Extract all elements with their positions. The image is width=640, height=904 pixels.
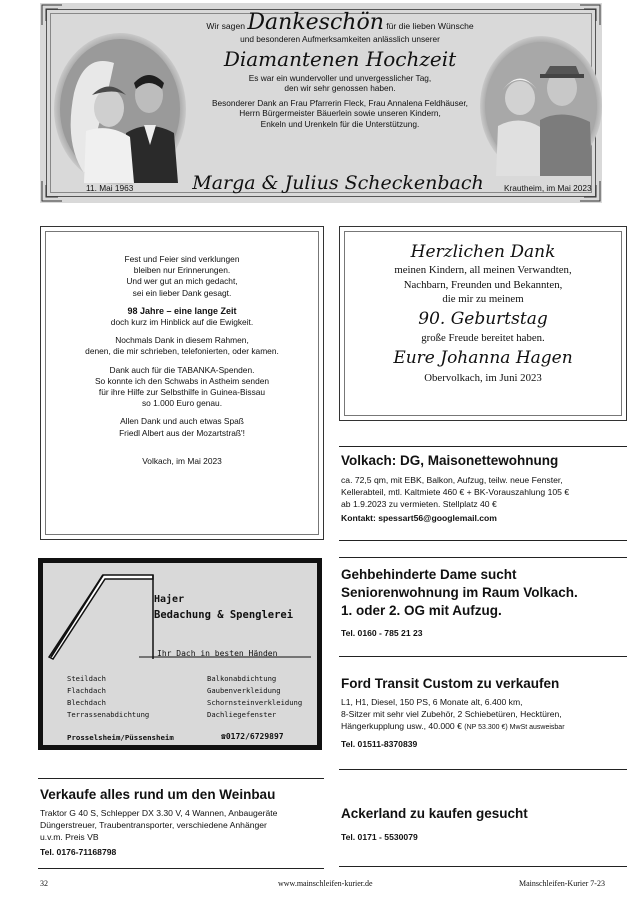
wanted-phone[interactable]: Tel. 0160 - 785 21 23 <box>341 628 423 638</box>
divider <box>339 557 627 558</box>
vineyard-equipment-ad <box>40 786 330 857</box>
farmland-phone[interactable]: Tel. 0171 - 5530079 <box>341 832 418 842</box>
apartment-line: Kellerabteil, mtl. Kaltmiete 460 € + BK-Vorauszahlung 105 € <box>341 487 570 497</box>
wanted-heading-line: 1. oder 2. OG mit Aufzug. <box>341 603 502 618</box>
poem-line: Allen Dank und auch etwas Spaß <box>120 416 244 427</box>
intro-text-2: für die lieben Wünsche <box>386 21 474 31</box>
poem-line: doch kurz im Hinblick auf die Ewigkeit. <box>110 317 254 328</box>
company-slogan: Ihr Dach in besten Händen <box>157 649 278 658</box>
service-item: Schornsteinverkleidung <box>207 698 303 707</box>
company-phone[interactable] <box>221 732 284 741</box>
divider <box>339 866 627 867</box>
apartment-line: ab 1.9.2023 zu vermieten. Stellplatz 40 € <box>341 499 497 509</box>
divider <box>339 656 627 657</box>
wanted-heading-line: Gehbehinderte Dame sucht <box>341 567 517 582</box>
services-left <box>67 673 149 721</box>
service-item: Flachdach <box>67 686 106 695</box>
poem-line: Und wer gut an mich gedacht, <box>126 276 238 287</box>
service-item: Steildach <box>67 674 106 683</box>
divider <box>339 540 627 541</box>
body-line: Besonderer Dank an Frau Pfarrerin Fleck, Frau Annalena Feldhäuser, <box>212 97 468 108</box>
ford-heading: Ford Transit Custom zu verkaufen <box>341 676 560 691</box>
place-date: Krautheim, im Mai 2023 <box>504 183 592 193</box>
thanks-line: Nachbarn, Freunden und Bekannten, <box>403 278 563 291</box>
poem-line: sei ein lieber Dank gesagt. <box>132 287 232 298</box>
poem-text <box>41 254 323 467</box>
thanks-text <box>340 241 626 386</box>
phone-icon: ☎ <box>221 732 226 741</box>
services-right <box>207 673 302 721</box>
ad-text <box>190 9 490 130</box>
poem-line: Fest und Feier sind verklungen <box>124 254 240 264</box>
couple-photo-2023 <box>480 36 602 176</box>
apartment-line: ca. 72,5 qm, mit EBK, Balkon, Aufzug, teilw. neue Fenster, <box>341 475 563 485</box>
birthday-title: 90. Geburtstag <box>418 308 548 329</box>
ford-phone[interactable]: Tel. 01511-8370839 <box>341 739 418 749</box>
poem-line: bleiben nur Erinnerungen. <box>133 265 231 276</box>
poem-line: so 1.000 Euro genau. <box>141 398 223 409</box>
roofing-company-ad <box>38 558 322 750</box>
vineyard-phone[interactable]: Tel. 0176-71168798 <box>40 847 117 857</box>
farmland-wanted-ad <box>341 805 631 842</box>
apartment-ad <box>341 452 631 523</box>
divider <box>38 778 324 779</box>
poem-line: für ihre Hilfe zur Selbsthilfe in Guinea-Bissau <box>98 387 266 398</box>
ford-price: Hängerkupplung usw., 40.000 € <box>341 721 462 731</box>
issue-label: Mainschleifen-Kurier 7-23 <box>519 879 605 888</box>
vineyard-line: Düngerstreuer, Traubentransporter, verschiedene Anhänger <box>40 820 267 830</box>
body-line: Es war ein wundervoller und unvergesslicher Tag, <box>248 72 432 83</box>
vineyard-line: Traktor G 40 S, Schlepper DX 3.30 V, 4 Wannen, Anbaugeräte <box>40 808 278 818</box>
ford-line: 8-Sitzer mit sehr viel Zubehör, 2 Schiebetüren, Hecktüren, <box>341 709 562 719</box>
couple-portrait-image <box>54 33 186 185</box>
service-item: Dachliegefenster <box>207 710 277 719</box>
poem-signature: Volkach, im Mai 2023 <box>142 455 222 466</box>
divider <box>339 769 627 770</box>
diamond-wedding-ad <box>40 3 602 203</box>
body-line: Enkeln und Urenkeln für die Unterstützung. <box>260 118 420 129</box>
intro-text: Wir sagen <box>206 21 245 31</box>
company-name: Hajer <box>154 594 185 605</box>
wedding-date: 11. Mai 1963 <box>86 183 134 193</box>
ford-line <box>341 720 633 734</box>
poem-line: 98 Jahre – eine lange Zeit <box>127 305 237 316</box>
thanks-signature: Eure Johanna Hagen <box>393 348 573 368</box>
apartment-wanted-ad <box>341 566 631 638</box>
thanks-place-date: Obervolkach, im Juni 2023 <box>424 372 542 384</box>
thank-you-poem-ad <box>40 226 324 540</box>
wedding-photo-1963 <box>54 33 186 185</box>
poem-line: So konnte ich den Schwabs in Astheim senden <box>94 375 270 386</box>
ford-line: L1, H1, Diesel, 150 PS, 6 Monate alt, 6.400 km, <box>341 697 523 707</box>
farmland-heading: Ackerland zu kaufen gesucht <box>341 806 528 821</box>
ford-price-note: (NP 53.300 €) MwSt ausweisbar <box>464 724 565 731</box>
phone-number: 0172/6729897 <box>225 732 284 741</box>
body-line: den wir sehr genossen haben. <box>284 83 396 94</box>
service-item: Balkonabdichtung <box>207 674 277 683</box>
roofing-ad-panel <box>43 563 317 745</box>
body-line: Herrn Bürgermeister Bäuerlein sowie unseren Kindern, <box>239 108 441 119</box>
couple-portrait-image <box>480 36 602 176</box>
intro-line: und besonderen Aufmerksamkeiten anlässlich unserer <box>240 34 440 44</box>
divider <box>38 868 324 869</box>
thanks-line: meinen Kindern, all meinen Verwandten, <box>394 264 572 276</box>
apartment-heading: Volkach: DG, Maisonettewohnung <box>341 453 559 468</box>
service-item: Terrassenabdichtung <box>67 710 150 719</box>
vineyard-line: u.v.m. Preis VB <box>40 832 99 842</box>
vineyard-heading: Verkaufe alles rund um den Weinbau <box>40 787 276 802</box>
thanks-line: die mir zu meinem <box>442 293 524 305</box>
service-item: Blechdach <box>67 698 106 707</box>
thanks-line: große Freude bereitet haben. <box>421 331 545 344</box>
poem-line: Dank auch für die TABANKA-Spenden. <box>109 364 255 375</box>
thanks-title: Herzlichen Dank <box>410 242 556 262</box>
ford-transit-ad <box>341 675 633 749</box>
poem-line: denen, die mir schrieben, telefonierten, oder kamen. <box>85 346 279 357</box>
website-link[interactable]: www.mainschleifen-kurier.de <box>278 879 373 888</box>
birthday-thanks-ad <box>339 226 627 421</box>
company-location: Prosselsheim/Püssensheim <box>67 733 174 742</box>
company-trade: Bedachung & Spenglerei <box>154 609 294 621</box>
service-item: Gaubenverkleidung <box>207 686 281 695</box>
page-number: 32 <box>40 879 48 888</box>
divider <box>339 446 627 447</box>
poem-line: Nochmals Dank in diesem Rahmen, <box>115 335 249 346</box>
diamond-wedding-title: Diamantenen Hochzeit <box>223 46 457 71</box>
poem-line: Friedl Albert aus der Mozartstraß'! <box>119 427 245 438</box>
apartment-contact[interactable]: Kontakt: spessart56@googlemail.com <box>341 513 497 523</box>
wanted-heading-line: Seniorenwohnung im Raum Volkach. <box>341 585 578 600</box>
dankeschoen-heading: Dankeschön <box>247 10 384 35</box>
couple-names: Marga & Julius Scheckenbach <box>192 172 484 194</box>
